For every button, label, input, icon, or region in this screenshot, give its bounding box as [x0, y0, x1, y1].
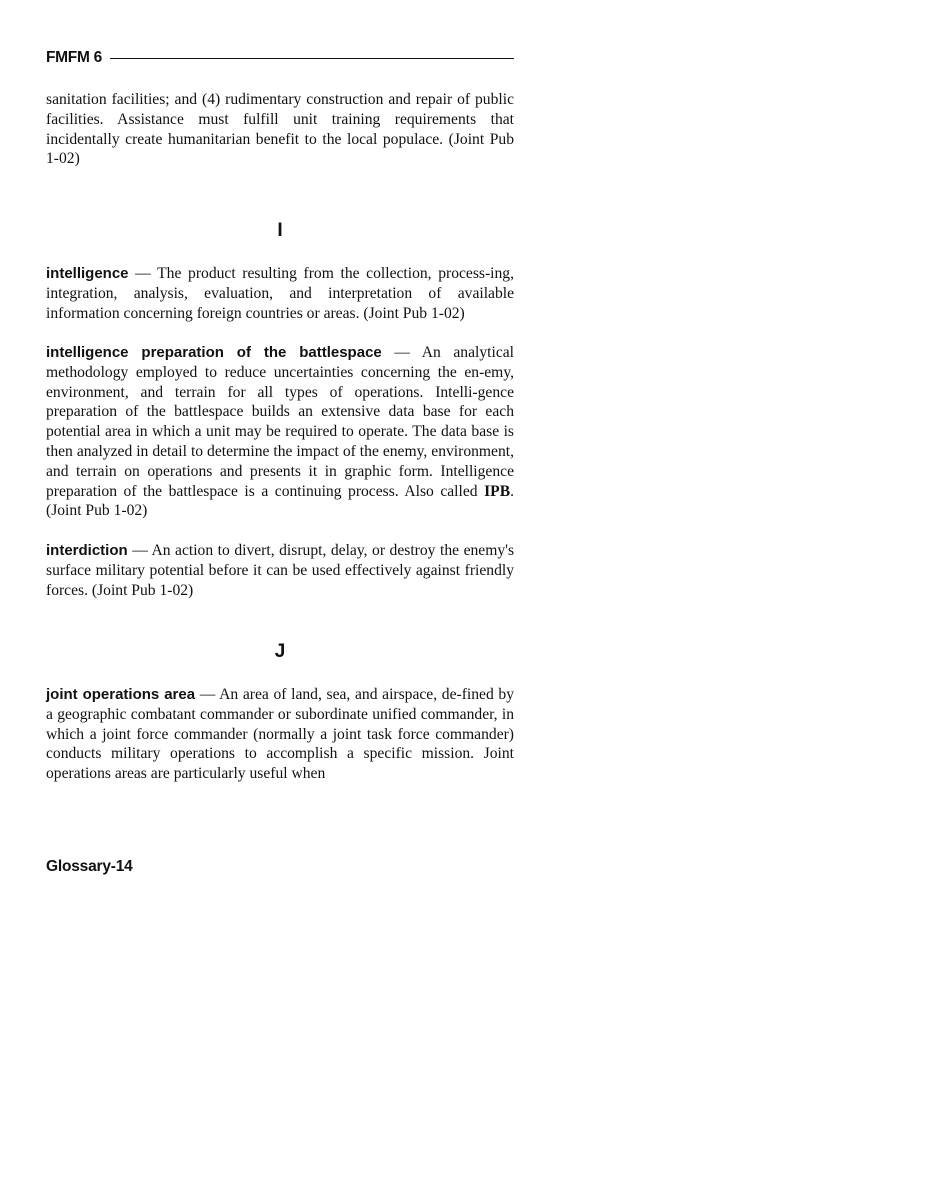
- glossary-entry-intelligence: [46, 264, 514, 323]
- glossary-entry-joint-operations-area: [46, 685, 514, 784]
- running-head-title: FMFM 6: [46, 49, 102, 66]
- continuation-paragraph: sanitation facilities; and (4) rudimentary construction and repair of public facilities. Assistance must fulfill unit training requirements that incidentally create humanitarian benefit to the local populace. (Joint Pub 1-02): [46, 91, 514, 168]
- running-head: [46, 48, 514, 68]
- entry-separator: —: [127, 542, 152, 559]
- entry-definition: An action to divert, disrupt, delay, or destroy the enemy's surface military potential before it can be used effectively against friendly forces. (Joint Pub 1-02): [46, 542, 515, 599]
- entry-separator: —: [381, 344, 422, 361]
- entry-separator: —: [195, 686, 220, 703]
- section-letter-i: I: [277, 220, 283, 241]
- entry-term: intelligence: [46, 265, 129, 282]
- entry-definition: An area of land, sea, and airspace, de-fined by a geographic combatant commander or subordinate unified commander, in which a joint force commander (normally a joint task force commander) conducts military operations to accomplish a specific mission. Joint operations areas are particularly useful when: [46, 686, 514, 783]
- entry-term: interdiction: [46, 542, 128, 559]
- entry-definition-end: . (Joint Pub 1-02): [46, 482, 514, 520]
- section-letter-j: J: [274, 641, 286, 662]
- running-head-rule: [110, 58, 514, 59]
- entry-acronym: IPB: [484, 482, 511, 500]
- entry-separator: —: [128, 265, 158, 282]
- entry-definition: An analytical methodology employed to reduce uncertainties concerning the en-emy, environment, and terrain for all types of operations. Intelli-gence preparation of the battlespace builds an extensive data base for each potential area in which a unit may be required to operate. The data base is then analyzed in detail to determine the impact of the enemy, environment, and terrain on operations and presents it in graphic form. Intelligence preparation of the battlespace is a continuing process. Also called: [46, 344, 514, 500]
- glossary-entry-intelligence-preparation-of-the-battlespace: [46, 343, 514, 521]
- entry-term: intelligence preparation of the battlespace: [46, 344, 382, 361]
- page-folio: Glossary-14: [46, 858, 133, 875]
- glossary-entry-interdiction: [46, 541, 514, 600]
- entry-definition: The product resulting from the collection, process-ing, integration, analysis, evaluation, and interpretation of available information concerning foreign countries or areas. (Joint Pub 1-02): [46, 265, 514, 322]
- entry-term: joint operations area: [46, 686, 196, 703]
